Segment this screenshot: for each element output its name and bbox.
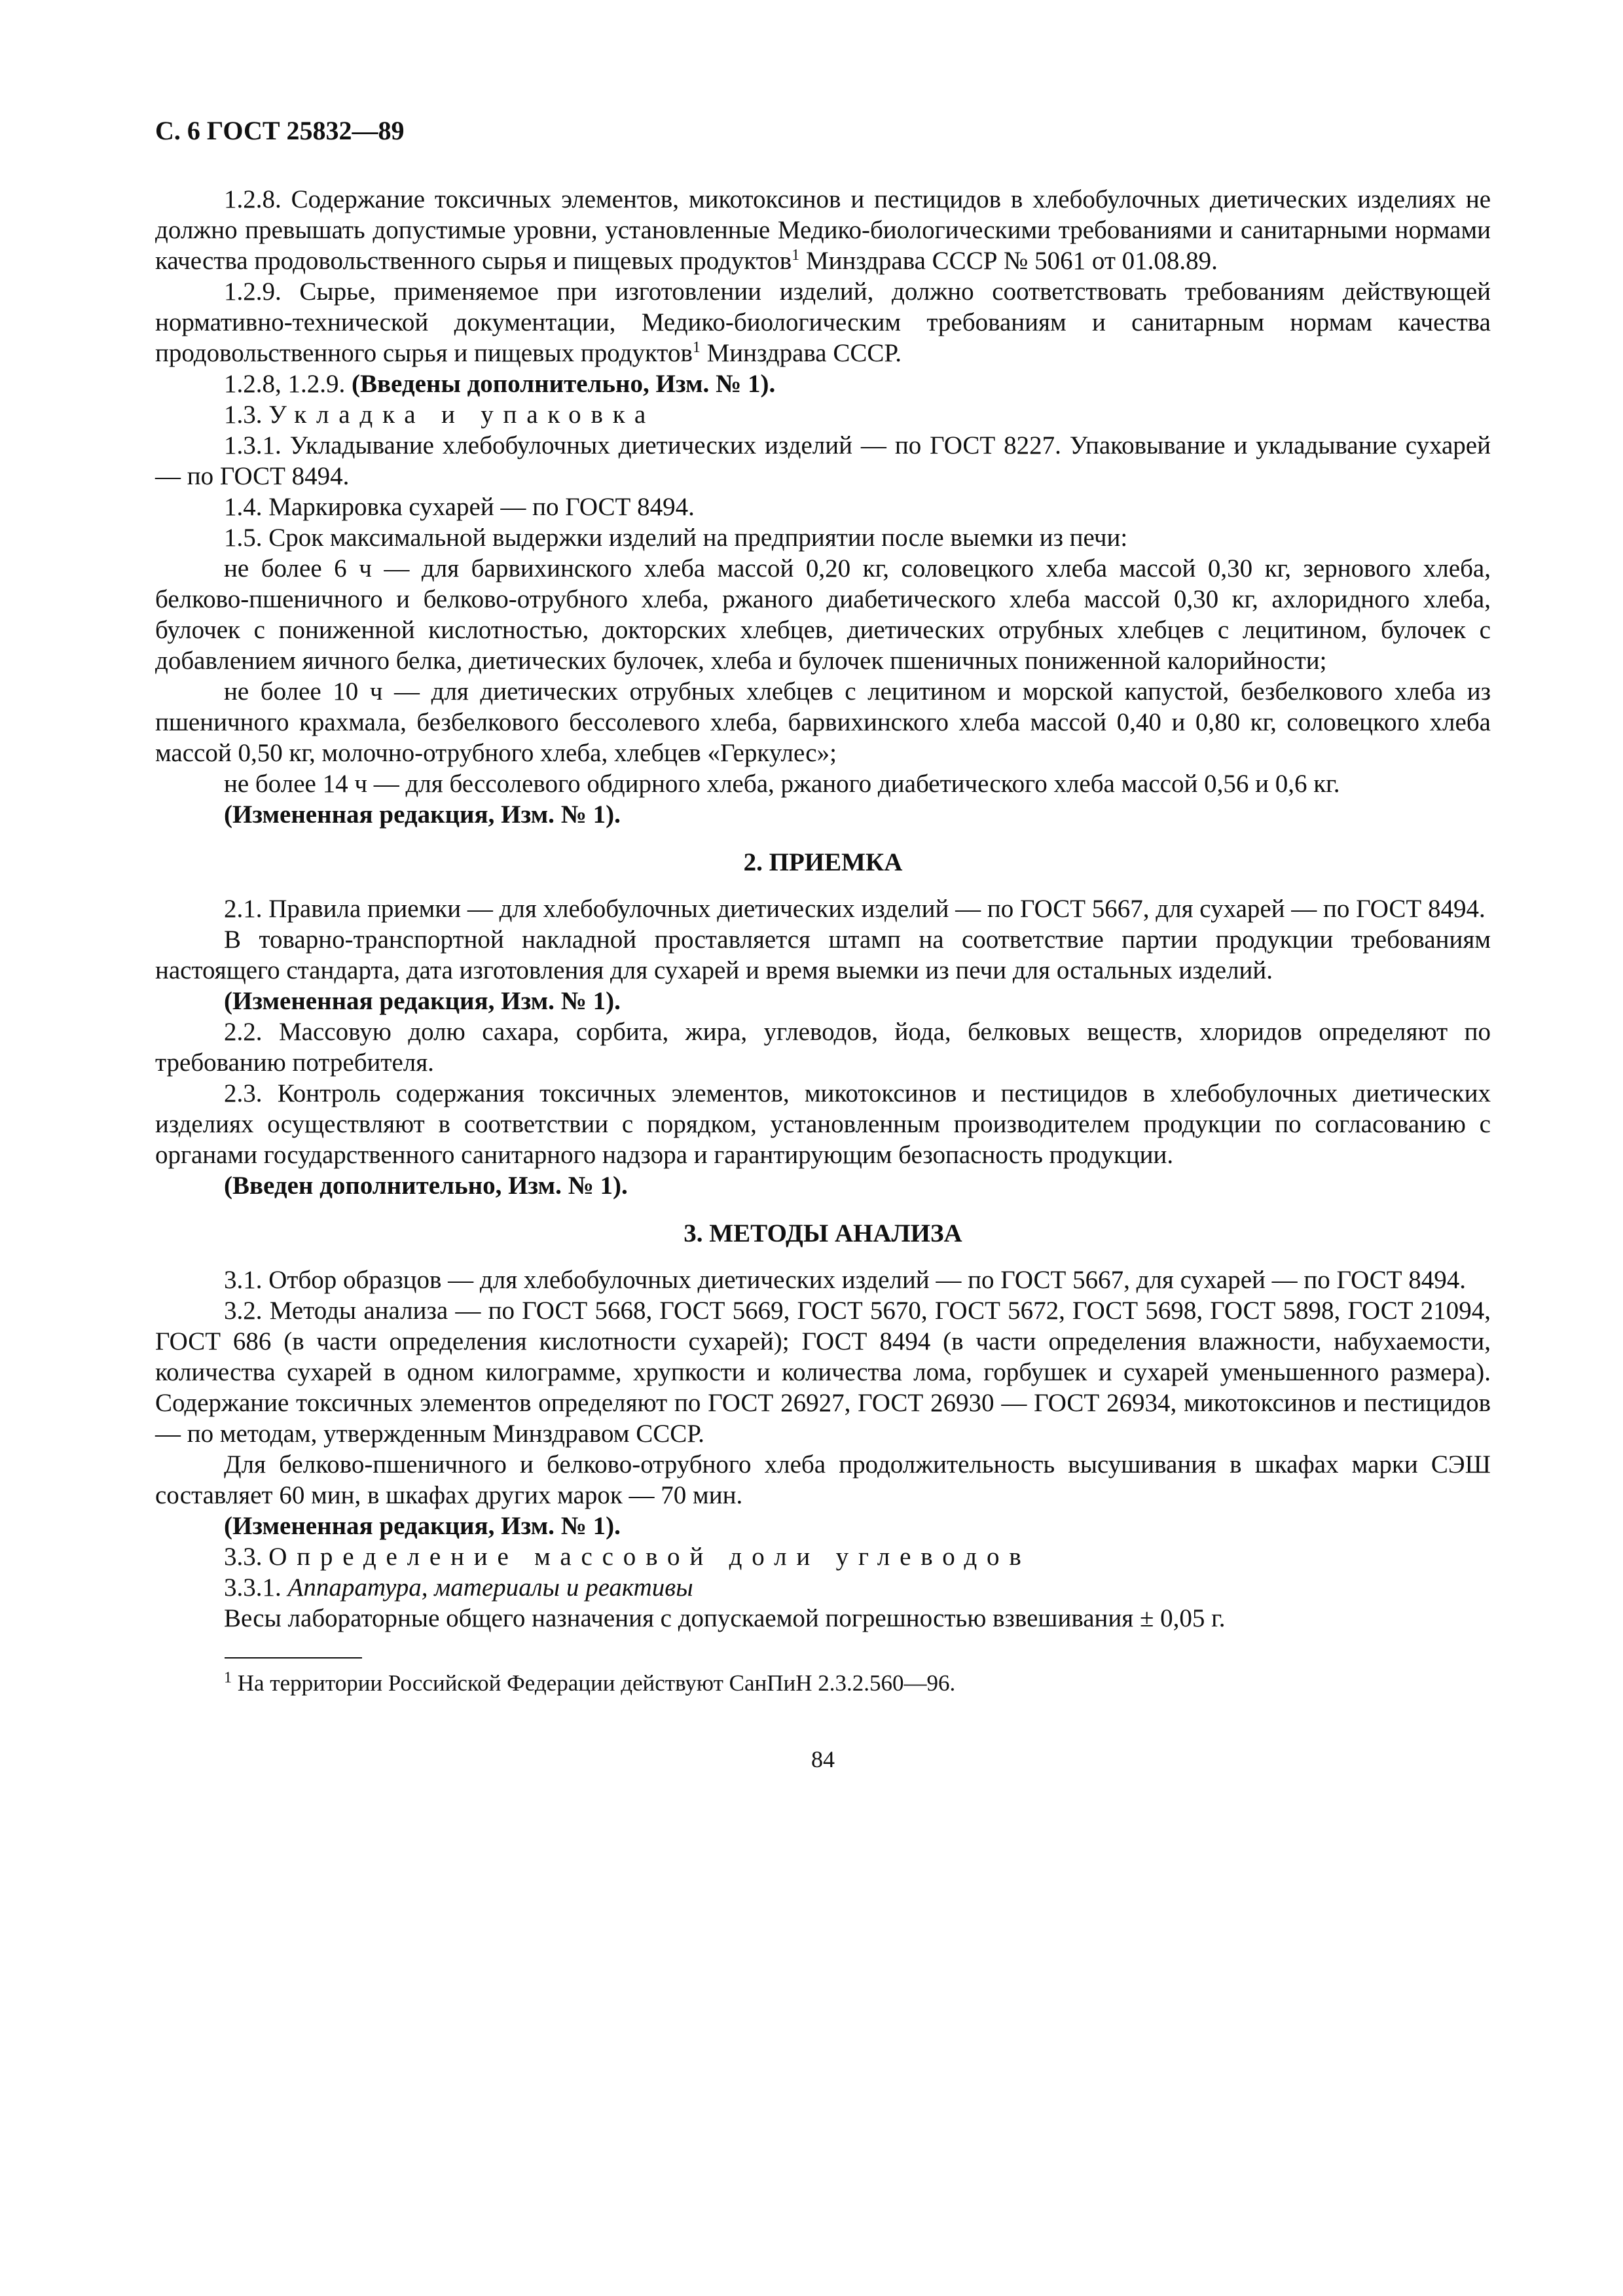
paragraph-2-2: 2.2. Массовую долю сахара, сорбита, жира, углеводов, йода, белковых веществ, хлоридов определяют по требованию потребителя. bbox=[155, 1018, 1491, 1077]
amendment-note: (Измененная редакция, Изм. № 1). bbox=[224, 800, 621, 829]
amendment-note: (Измененная редакция, Изм. № 1). bbox=[224, 987, 621, 1015]
paragraph-1-4: 1.4. Маркировка сухарей — по ГОСТ 8494. bbox=[224, 493, 695, 521]
paragraph-3-3-1-text: Весы лабораторные общего назначения с допускаемой погрешностью взвешивания ± 0,05 г. bbox=[224, 1604, 1226, 1632]
subsection-number: 3.3. bbox=[224, 1543, 269, 1571]
paragraph-1-2-9 bbox=[155, 276, 1491, 368]
subsection-number: 3.3.1. bbox=[224, 1573, 288, 1602]
note-prefix: 1.2.8, 1.2.9. bbox=[224, 370, 352, 398]
paragraph-1-5: 1.5. Срок максимальной выдержки изделий на предприятии после выемки из печи: bbox=[224, 524, 1128, 552]
page-number: 84 bbox=[811, 1746, 835, 1772]
paragraph-1-3-1: 1.3.1. Укладывание хлебобулочных диетических изделий — по ГОСТ 8227. Упаковывание и укладывание сухарей — по ГОСТ 8494. bbox=[155, 431, 1491, 490]
subsection-number: 1.3. bbox=[224, 401, 269, 429]
footnote bbox=[155, 1668, 1491, 1698]
footnote-marker: 1 bbox=[224, 1669, 232, 1687]
paragraph-3-2-b: Для белково-пшеничного и белково-отрубного хлеба продолжительность высушивания в шкафах марки СЭШ составляет 60 мин, в шкафах других марок — 70 мин. bbox=[155, 1450, 1491, 1509]
footnote-divider bbox=[225, 1657, 362, 1659]
subsection-title: Определение массовой доли углеводов bbox=[268, 1543, 1031, 1571]
paragraph-text: 1.2.8. Содержание токсичных элементов, микотоксинов и пестицидов в хлебобулочных диетических изделиях не должно превышать допустимые уровни, установленные Медико-биологическими требованиями и санитарными нормами качества продовольственного сырья и пищевых продуктов bbox=[155, 185, 1491, 275]
subsection-title: Укладка и упаковка bbox=[268, 401, 656, 429]
paragraph-1-2-8 bbox=[155, 184, 1491, 276]
amendment-note bbox=[155, 368, 1491, 399]
amendment-note: (Введен дополнительно, Изм. № 1). bbox=[224, 1172, 628, 1200]
paragraph-text: Минздрава СССР № 5061 от 01.08.89. bbox=[799, 247, 1218, 275]
paragraph-2-1: 2.1. Правила приемки — для хлебобулочных диетических изделий — по ГОСТ 5667, для сухарей — по ГОСТ 8494. bbox=[224, 895, 1486, 923]
note-bold: (Введены дополнительно, Изм. № 1). bbox=[352, 370, 776, 398]
page-header: С. 6 ГОСТ 25832—89 bbox=[155, 116, 405, 145]
subsection-title: Аппаратура, материалы и реактивы bbox=[287, 1573, 693, 1602]
paragraph-2-3: 2.3. Контроль содержания токсичных элементов, микотоксинов и пестицидов в хлебобулочных диетических изделиях осуществляют в соответствии с порядком, установленным производителем продукции по согласованию с органами государственного санитарного надзора и гарантирующим безопасность продукции. bbox=[155, 1079, 1491, 1169]
paragraph-2-1-b: В товарно-транспортной накладной проставляется штамп на соответствие партии продукции требованиям настоящего стандарта, дата изготовления для сухарей и время выемки из печи для остальных изделий. bbox=[155, 925, 1491, 984]
subsection-3-3 bbox=[155, 1541, 1491, 1572]
paragraph-1-5-a: не более 6 ч — для барвихинского хлеба массой 0,20 кг, соловецкого хлеба массой 0,30 кг, зернового хлеба, белково-пшеничного и белково-отрубного хлеба, ржаного диабетического хлеба массой 0,30 кг, ахлоридного хлеба, булочек с пониженной кислотностью, докторских хлебцев, диетических отрубных хлебцев с лецитином, булочек с добавлением яичного белка, диетических булочек, хлеба и булочек пшеничных пониженной калорийности; bbox=[155, 554, 1491, 675]
footnote-ref: 1 bbox=[692, 339, 701, 356]
paragraph-1-5-b: не более 10 ч — для диетических отрубных хлебцев с лецитином и морской капустой, безбелкового хлеба из пшеничного крахмала, безбелкового бессолевого хлеба, барвихинского хлеба массой 0,40 и 0,80 кг, соловецкого хлеба массой 0,50 кг, молочно-отрубного хлеба, хлебцев «Геркулес»; bbox=[155, 677, 1491, 767]
amendment-note: (Измененная редакция, Изм. № 1). bbox=[224, 1512, 621, 1540]
paragraph-3-1: 3.1. Отбор образцов — для хлебобулочных диетических изделий — по ГОСТ 5667, для сухарей — по ГОСТ 8494. bbox=[224, 1266, 1467, 1294]
subsection-3-3-1 bbox=[155, 1572, 1491, 1603]
footnote-text: На территории Российской Федерации действуют СанПиН 2.3.2.560—96. bbox=[232, 1670, 956, 1696]
paragraph-1-5-c: не более 14 ч — для бессолевого обдирного хлеба, ржаного диабетического хлеба массой 0,56 и 0,6 кг. bbox=[224, 770, 1340, 798]
document-page bbox=[155, 115, 1491, 1775]
paragraph-3-2: 3.2. Методы анализа — по ГОСТ 5668, ГОСТ 5669, ГОСТ 5670, ГОСТ 5672, ГОСТ 5698, ГОСТ 5898, ГОСТ 21094, ГОСТ 686 (в части определения кислотности сухарей); ГОСТ 8494 (в части определения влажности, набухаемости, количества сухарей в одном килограмме, хрупкости и количества лома, горбушек и сухарей уменьшенного размера). Содержание токсичных элементов определяют по ГОСТ 26927, ГОСТ 26930 — ГОСТ 26934, микотоксинов и пестицидов — по методам, утвержденным Минздравом СССР. bbox=[155, 1297, 1491, 1448]
subsection-1-3 bbox=[155, 399, 1491, 430]
paragraph-text: Минздрава СССР. bbox=[700, 339, 902, 367]
section-heading-2: 2. ПРИЕМКА bbox=[743, 848, 903, 876]
section-heading-3: 3. МЕТОДЫ АНАЛИЗА bbox=[684, 1219, 962, 1247]
footnote-ref: 1 bbox=[792, 247, 800, 264]
paragraph-text: 1.2.9. Сырье, применяемое при изготовлении изделий, должно соответствовать требованиям действующей нормативно-технической документации, Медико-биологическим требованиям и санитарным нормам качества продовольственного сырья и пищевых продуктов bbox=[155, 278, 1491, 367]
